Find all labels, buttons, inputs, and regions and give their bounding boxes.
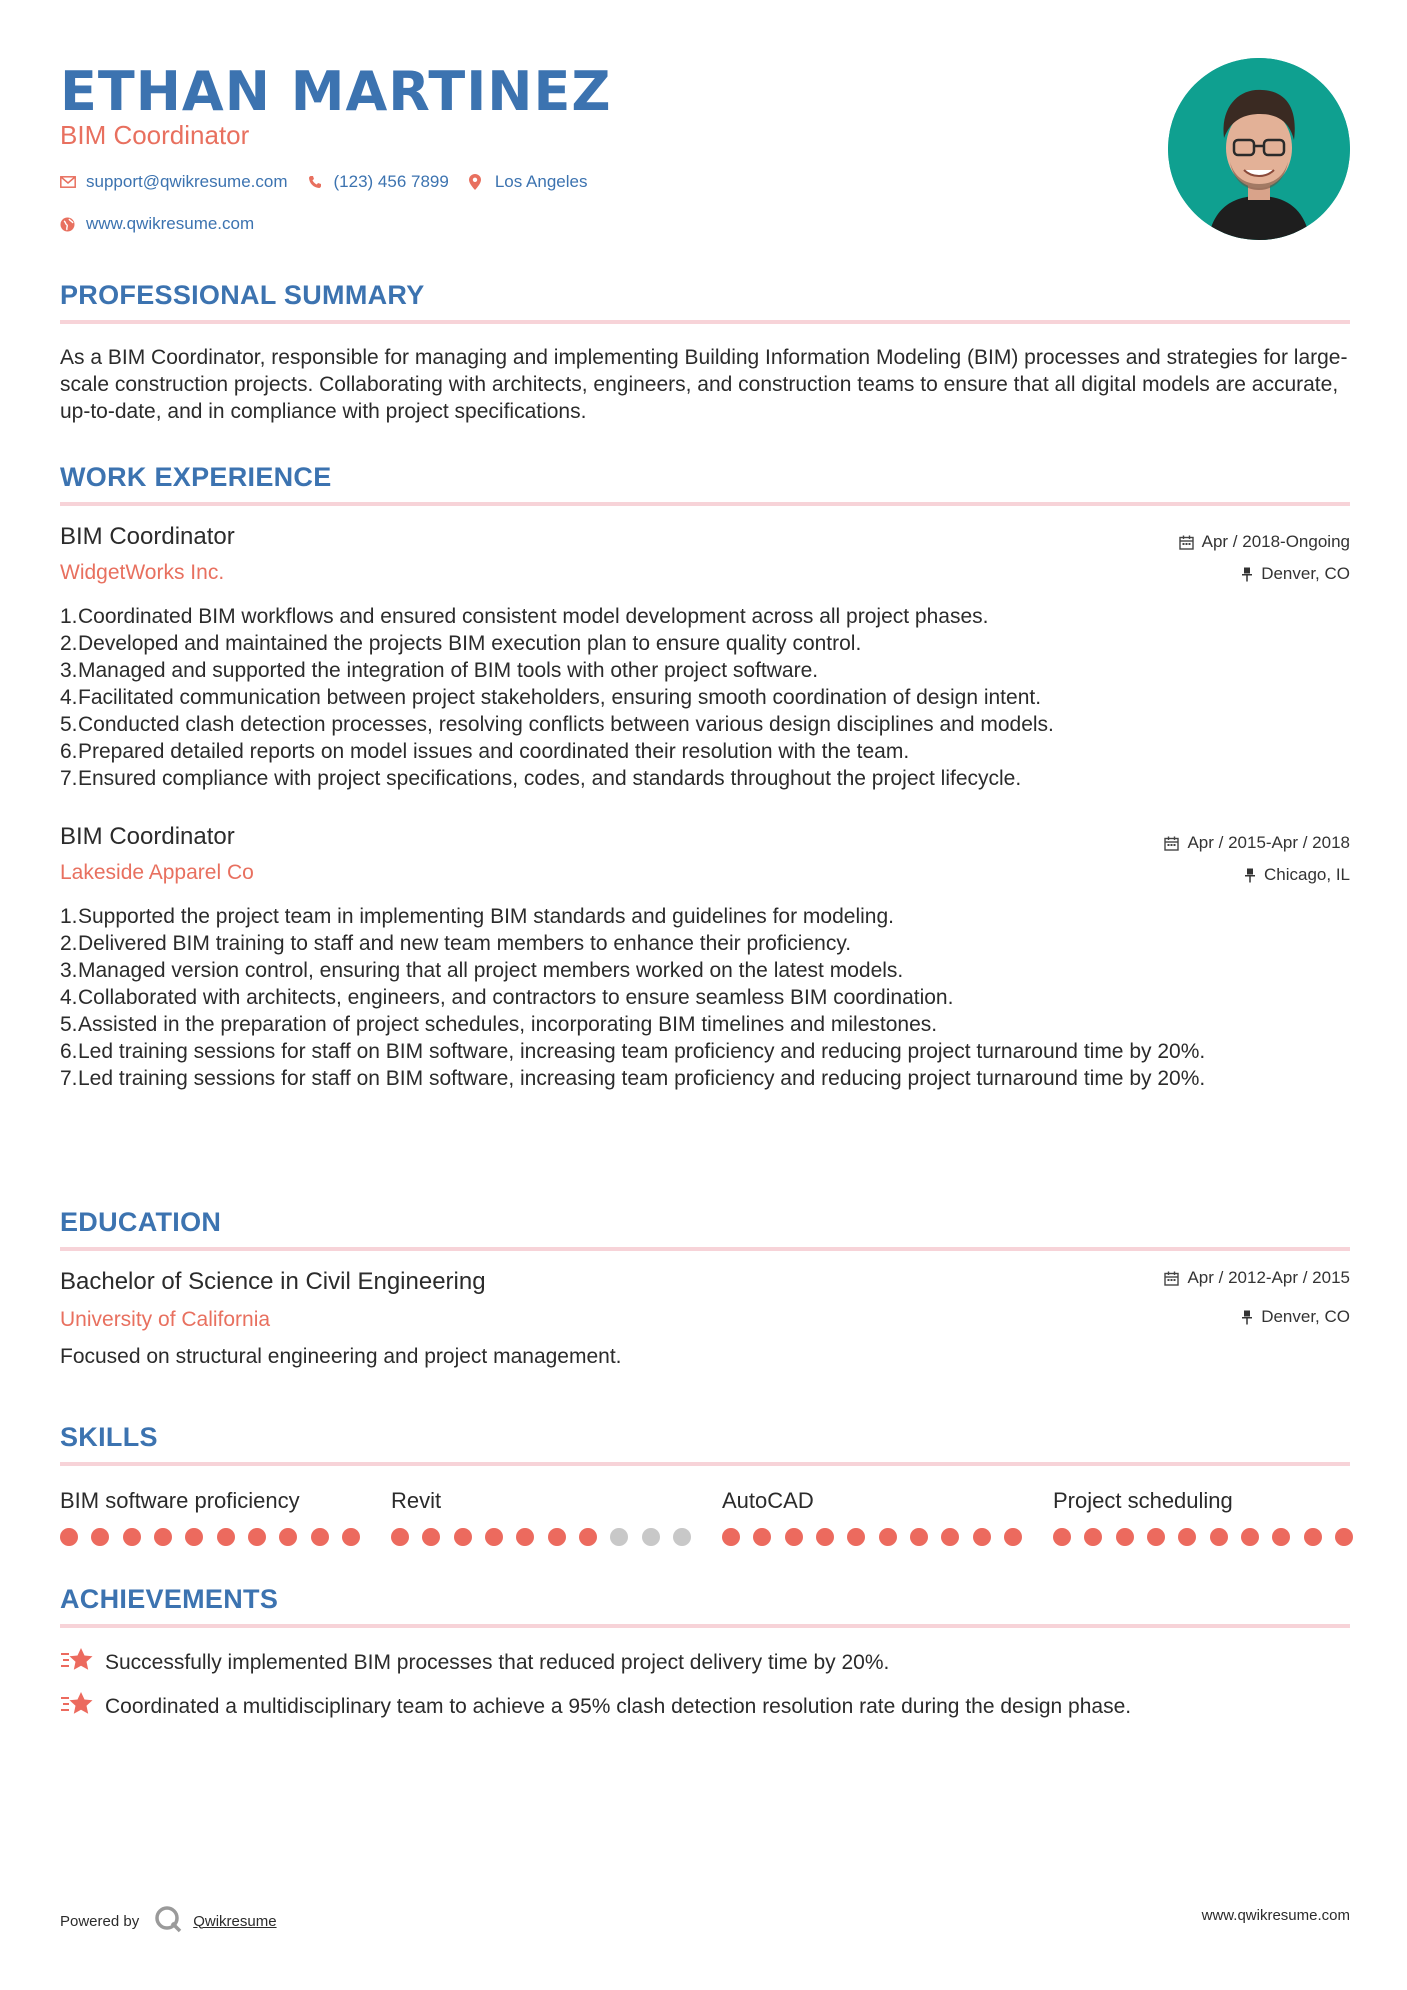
achievement-text: Successfully implemented BIM processes that reduced project delivery time by 20%. xyxy=(105,1651,890,1674)
job-dates xyxy=(1179,532,1350,552)
skill-item xyxy=(391,1488,691,1546)
education-heading: EDUCATION xyxy=(60,1207,222,1237)
pushpin-icon xyxy=(1244,868,1256,883)
duty-item xyxy=(60,1038,1350,1065)
rating-dot xyxy=(548,1528,566,1546)
rating-dot xyxy=(279,1528,297,1546)
email-link[interactable]: support@qwikresume.com xyxy=(86,172,288,191)
profile-photo xyxy=(1168,58,1350,240)
rating-dot xyxy=(311,1528,329,1546)
rating-dot xyxy=(610,1528,628,1546)
rating-dot xyxy=(941,1528,959,1546)
calendar-icon xyxy=(1179,535,1194,550)
skills-divider xyxy=(60,1462,1350,1466)
duty-item xyxy=(60,765,1350,792)
rating-dot xyxy=(753,1528,771,1546)
rating-dot xyxy=(185,1528,203,1546)
rating-dot xyxy=(847,1528,865,1546)
rating-dot xyxy=(485,1528,503,1546)
job-duties-list xyxy=(60,903,1350,1092)
brand-link[interactable]: Qwikresume xyxy=(193,1912,277,1930)
rating-dot xyxy=(422,1528,440,1546)
phone-number[interactable]: (123) 456 7899 xyxy=(333,172,449,191)
job-title: BIM Coordinator xyxy=(60,823,235,850)
duty-item xyxy=(60,903,1350,930)
rating-dot xyxy=(1304,1528,1322,1546)
education-location-text: Denver, CO xyxy=(1261,1307,1350,1326)
duty-item xyxy=(60,738,1350,765)
qwikresume-logo-icon xyxy=(153,1904,183,1938)
job-company: WidgetWorks Inc. xyxy=(60,561,225,584)
duty-item xyxy=(60,1011,1350,1038)
skill-name: BIM software proficiency xyxy=(60,1488,300,1513)
rating-dot xyxy=(1084,1528,1102,1546)
degree-title: Bachelor of Science in Civil Engineering xyxy=(60,1268,486,1295)
school-name: University of California xyxy=(60,1308,271,1331)
job-location xyxy=(1244,865,1350,885)
skill-rating xyxy=(722,1528,1022,1546)
rating-dot xyxy=(123,1528,141,1546)
experience-divider xyxy=(60,502,1350,506)
duty-item xyxy=(60,657,1350,684)
duty-text: Collaborated with architects, engineers, and contractors to ensure seamless BIM coordination. xyxy=(78,986,954,1009)
duty-number: 6. xyxy=(60,1040,78,1063)
rating-dot xyxy=(1272,1528,1290,1546)
pushpin-icon xyxy=(1241,567,1253,582)
job-location-text: Chicago, IL xyxy=(1264,865,1350,884)
rating-dot xyxy=(673,1528,691,1546)
duty-number: 3. xyxy=(60,959,78,982)
powered-by-label: Powered by xyxy=(60,1912,140,1930)
duty-text: Conducted clash detection processes, resolving conflicts between various design disciplines and models. xyxy=(78,713,1054,736)
skill-name: AutoCAD xyxy=(722,1488,814,1513)
job-dates-text: Apr / 2018-Ongoing xyxy=(1201,532,1350,551)
skill-item xyxy=(722,1488,1022,1546)
rating-dot xyxy=(154,1528,172,1546)
rating-dot xyxy=(973,1528,991,1546)
education-divider xyxy=(60,1247,1350,1251)
phone-icon xyxy=(308,175,334,189)
achievement-item xyxy=(60,1690,1350,1724)
duty-text: Delivered BIM training to staff and new team members to enhance their proficiency. xyxy=(78,932,852,955)
summary-heading: PROFESSIONAL SUMMARY xyxy=(60,280,425,310)
duty-number: 7. xyxy=(60,767,78,790)
footer-website[interactable]: www.qwikresume.com xyxy=(1201,1907,1350,1924)
calendar-icon xyxy=(1164,836,1179,851)
duty-number: 3. xyxy=(60,659,78,682)
duty-text: Coordinated BIM workflows and ensured consistent model development across all project phases. xyxy=(78,605,989,628)
rating-dot xyxy=(642,1528,660,1546)
rating-dot xyxy=(1210,1528,1228,1546)
duty-text: Led training sessions for staff on BIM software, increasing team proficiency and reducing project turnaround time by 20%. xyxy=(78,1040,1206,1063)
duty-number: 4. xyxy=(60,986,78,1009)
star-icon xyxy=(60,1646,105,1680)
duty-item xyxy=(60,957,1350,984)
calendar-icon xyxy=(1164,1271,1179,1286)
summary-divider xyxy=(60,320,1350,324)
skills-heading: SKILLS xyxy=(60,1422,158,1452)
skill-name: Project scheduling xyxy=(1053,1488,1233,1513)
duty-text: Prepared detailed reports on model issues and coordinated their resolution with the team. xyxy=(78,740,910,763)
job-location-text: Denver, CO xyxy=(1261,564,1350,583)
skill-rating xyxy=(60,1528,360,1546)
rating-dot xyxy=(910,1528,928,1546)
duty-text: Facilitated communication between project stakeholders, ensuring smooth coordination of design intent. xyxy=(78,686,1042,709)
duty-number: 1. xyxy=(60,905,78,928)
duty-number: 6. xyxy=(60,740,78,763)
duty-item xyxy=(60,630,1350,657)
candidate-name: ETHAN MARTINEZ xyxy=(60,60,612,123)
duty-item xyxy=(60,930,1350,957)
duty-text: Managed version control, ensuring that all project members worked on the latest models. xyxy=(78,959,904,982)
rating-dot xyxy=(454,1528,472,1546)
rating-dot xyxy=(579,1528,597,1546)
duty-number: 2. xyxy=(60,632,78,655)
duty-number: 1. xyxy=(60,605,78,628)
education-location xyxy=(1241,1307,1350,1327)
duty-item xyxy=(60,684,1350,711)
envelope-icon xyxy=(60,176,86,188)
job-duties-list xyxy=(60,603,1350,792)
contact-row xyxy=(60,172,587,192)
rating-dot xyxy=(785,1528,803,1546)
job-company: Lakeside Apparel Co xyxy=(60,861,254,884)
duty-text: Assisted in the preparation of project schedules, incorporating BIM timelines and milestones. xyxy=(78,1013,938,1036)
achievement-text: Coordinated a multidisciplinary team to achieve a 95% clash detection resolution rate during the design phase. xyxy=(105,1695,1132,1718)
duty-number: 5. xyxy=(60,713,78,736)
skill-name: Revit xyxy=(391,1488,442,1513)
achievements-heading: ACHIEVEMENTS xyxy=(60,1584,279,1614)
rating-dot xyxy=(1053,1528,1071,1546)
rating-dot xyxy=(1241,1528,1259,1546)
rating-dot xyxy=(516,1528,534,1546)
skill-item xyxy=(60,1488,360,1546)
location-text: Los Angeles xyxy=(494,172,588,191)
website-row xyxy=(60,214,254,234)
duty-item xyxy=(60,711,1350,738)
map-pin-icon xyxy=(469,174,495,190)
experience-heading: WORK EXPERIENCE xyxy=(60,462,332,492)
website-link[interactable]: www.qwikresume.com xyxy=(86,214,255,233)
rating-dot xyxy=(1335,1528,1353,1546)
footer-powered-by xyxy=(60,1904,277,1938)
rating-dot xyxy=(60,1528,78,1546)
achievements-divider xyxy=(60,1624,1350,1628)
job-title: BIM Coordinator xyxy=(60,523,235,550)
globe-icon xyxy=(60,217,86,232)
job-location xyxy=(1241,564,1350,584)
duty-text: Supported the project team in implementing BIM standards and guidelines for modeling. xyxy=(78,905,894,928)
skill-rating xyxy=(391,1528,691,1546)
rating-dot xyxy=(217,1528,235,1546)
education-description: Focused on structural engineering and project management. xyxy=(60,1345,622,1368)
job-dates-text: Apr / 2015-Apr / 2018 xyxy=(1187,833,1350,852)
rating-dot xyxy=(1004,1528,1022,1546)
rating-dot xyxy=(342,1528,360,1546)
duty-text: Led training sessions for staff on BIM software, increasing team proficiency and reducing project turnaround time by 20%. xyxy=(78,1067,1206,1090)
skill-item xyxy=(1053,1488,1353,1546)
rating-dot xyxy=(91,1528,109,1546)
star-icon xyxy=(60,1690,105,1724)
education-dates-text: Apr / 2012-Apr / 2015 xyxy=(1187,1268,1350,1287)
rating-dot xyxy=(248,1528,266,1546)
rating-dot xyxy=(816,1528,834,1546)
rating-dot xyxy=(1147,1528,1165,1546)
skill-rating xyxy=(1053,1528,1353,1546)
duty-item xyxy=(60,603,1350,630)
duty-text: Ensured compliance with project specifications, codes, and standards throughout the project lifecycle. xyxy=(78,767,1022,790)
duty-number: 5. xyxy=(60,1013,78,1036)
duty-number: 4. xyxy=(60,686,78,709)
duty-text: Managed and supported the integration of BIM tools with other project software. xyxy=(78,659,819,682)
rating-dot xyxy=(1178,1528,1196,1546)
rating-dot xyxy=(879,1528,897,1546)
achievement-item xyxy=(60,1646,1350,1680)
job-dates xyxy=(1164,833,1350,853)
duty-item xyxy=(60,1065,1350,1092)
summary-text: As a BIM Coordinator, responsible for managing and implementing Building Information Modeling (BIM) processes and strategies for large-scale construction projects. Collaborating with architects, engineers, and construction teams to ensure that all digital models are accurate, up-to-date, and in compliance with project specifications. xyxy=(60,346,1348,423)
rating-dot xyxy=(1116,1528,1134,1546)
pushpin-icon xyxy=(1241,1310,1253,1325)
duty-number: 2. xyxy=(60,932,78,955)
duty-text: Developed and maintained the projects BIM execution plan to ensure quality control. xyxy=(78,632,862,655)
candidate-role: BIM Coordinator xyxy=(60,120,250,150)
education-dates xyxy=(1164,1268,1350,1288)
duty-number: 7. xyxy=(60,1067,78,1090)
duty-item xyxy=(60,984,1350,1011)
rating-dot xyxy=(391,1528,409,1546)
rating-dot xyxy=(722,1528,740,1546)
